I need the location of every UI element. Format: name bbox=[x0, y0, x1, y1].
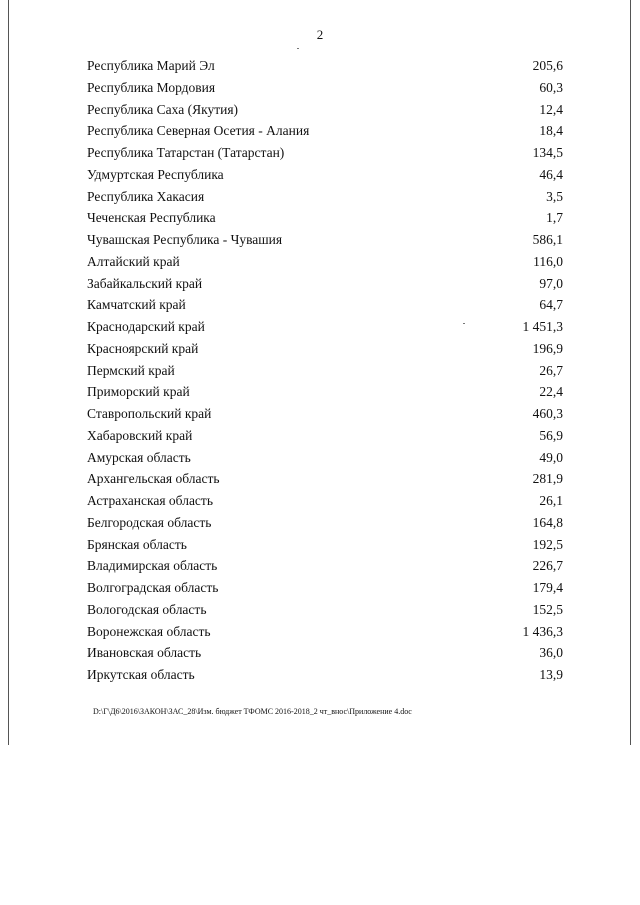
list-item bbox=[87, 381, 563, 403]
region-name: Республика Мордовия bbox=[87, 79, 216, 95]
region-name: Ивановская область bbox=[87, 645, 202, 661]
list-item bbox=[87, 555, 563, 577]
region-name: Краснодарский край bbox=[87, 319, 205, 334]
region-value: 64,7 bbox=[539, 297, 563, 313]
list-item bbox=[87, 425, 563, 447]
list-item bbox=[87, 577, 563, 599]
region-name: Владимирская область bbox=[87, 558, 218, 574]
region-name: Республика Северная Осетия - Алания bbox=[87, 123, 310, 139]
list-item bbox=[87, 360, 563, 382]
scan-speck bbox=[297, 48, 299, 49]
region-name: Астраханская область bbox=[87, 493, 213, 508]
list-item bbox=[87, 207, 563, 229]
region-value: 49,0 bbox=[539, 449, 563, 465]
region-value: 26,7 bbox=[539, 362, 563, 378]
region-value: 26,1 bbox=[539, 493, 563, 508]
region-name: Чувашская Республика - Чувашия bbox=[87, 232, 283, 247]
region-name: Республика Татарстан (Татарстан) bbox=[87, 145, 285, 160]
region-name: Республика Саха (Якутия) bbox=[87, 101, 239, 117]
region-value: 13,9 bbox=[539, 667, 563, 682]
region-name: Республика Марий Эл bbox=[87, 58, 215, 73]
region-value: 164,8 bbox=[532, 514, 563, 530]
list-item bbox=[87, 120, 563, 142]
region-value: 586,1 bbox=[532, 232, 563, 247]
region-value: 196,9 bbox=[532, 340, 563, 356]
region-value: 22,4 bbox=[539, 384, 563, 400]
region-name: Красноярский край bbox=[87, 340, 199, 356]
scan-right-edge bbox=[630, 0, 631, 745]
list-item bbox=[87, 55, 563, 77]
region-name: Забайкальский край bbox=[87, 275, 203, 291]
list-item bbox=[87, 186, 563, 208]
page-number: 2 bbox=[316, 27, 324, 42]
list-item bbox=[87, 294, 563, 316]
list-item bbox=[87, 664, 563, 686]
region-name: Воронежская область bbox=[87, 623, 211, 639]
region-name: Камчатский край bbox=[87, 297, 186, 313]
region-value: 56,9 bbox=[539, 427, 563, 443]
region-name: Пермский край bbox=[87, 362, 175, 378]
list-item bbox=[87, 273, 563, 295]
region-value: 281,9 bbox=[532, 471, 563, 487]
region-name: Республика Хакасия bbox=[87, 188, 205, 204]
scan-speck bbox=[463, 323, 465, 324]
list-item bbox=[87, 403, 563, 425]
list-item bbox=[87, 447, 563, 469]
region-name: Иркутская область bbox=[87, 667, 195, 682]
region-value: 1,7 bbox=[546, 210, 563, 226]
list-item bbox=[87, 468, 563, 490]
footer-file-path: D:\Г\Д6\2016\ЗАКОН\ЗАС_28\Изм. бюджет ТФОМС 2016-2018_2 чт_внос\Приложение 4.doc bbox=[93, 707, 412, 716]
region-name: Приморский край bbox=[87, 384, 190, 400]
region-value: 205,6 bbox=[532, 58, 563, 73]
region-value: 192,5 bbox=[532, 536, 563, 552]
region-value-list bbox=[87, 55, 563, 686]
list-item bbox=[87, 338, 563, 360]
list-item bbox=[87, 77, 563, 99]
list-item bbox=[87, 534, 563, 556]
list-item bbox=[87, 142, 563, 164]
region-value: 1 436,3 bbox=[522, 623, 563, 639]
region-value: 134,5 bbox=[532, 145, 563, 160]
region-value: 46,4 bbox=[539, 166, 563, 182]
list-item bbox=[87, 251, 563, 273]
region-name: Амурская область bbox=[87, 449, 191, 465]
region-value: 152,5 bbox=[532, 601, 563, 617]
list-item bbox=[87, 512, 563, 534]
region-value: 60,3 bbox=[539, 79, 563, 95]
region-name: Ставропольский край bbox=[87, 406, 212, 421]
region-value: 97,0 bbox=[539, 275, 563, 291]
region-value: 3,5 bbox=[546, 188, 563, 204]
list-item bbox=[87, 164, 563, 186]
list-item bbox=[87, 229, 563, 251]
region-value: 1 451,3 bbox=[522, 319, 563, 334]
region-value: 18,4 bbox=[539, 123, 563, 139]
region-name: Удмуртская Республика bbox=[87, 166, 224, 182]
region-name: Вологодская область bbox=[87, 601, 207, 617]
region-name: Алтайский край bbox=[87, 253, 180, 269]
region-name: Брянская область bbox=[87, 536, 187, 552]
list-item bbox=[87, 621, 563, 643]
list-item bbox=[87, 316, 563, 338]
list-item bbox=[87, 99, 563, 121]
region-name: Архангельская область bbox=[87, 471, 220, 487]
region-value: 226,7 bbox=[532, 558, 563, 574]
list-item bbox=[87, 642, 563, 664]
list-item bbox=[87, 599, 563, 621]
region-value: 12,4 bbox=[539, 101, 563, 117]
region-value: 116,0 bbox=[533, 253, 563, 269]
region-value: 460,3 bbox=[532, 406, 563, 421]
region-name: Хабаровский край bbox=[87, 427, 193, 443]
region-value: 179,4 bbox=[532, 580, 563, 595]
list-item bbox=[87, 490, 563, 512]
region-value: 36,0 bbox=[539, 645, 563, 661]
region-name: Чеченская Республика bbox=[87, 210, 216, 226]
scan-left-edge bbox=[8, 0, 9, 745]
region-name: Белгородская область bbox=[87, 514, 212, 530]
region-name: Волгоградская область bbox=[87, 580, 219, 595]
